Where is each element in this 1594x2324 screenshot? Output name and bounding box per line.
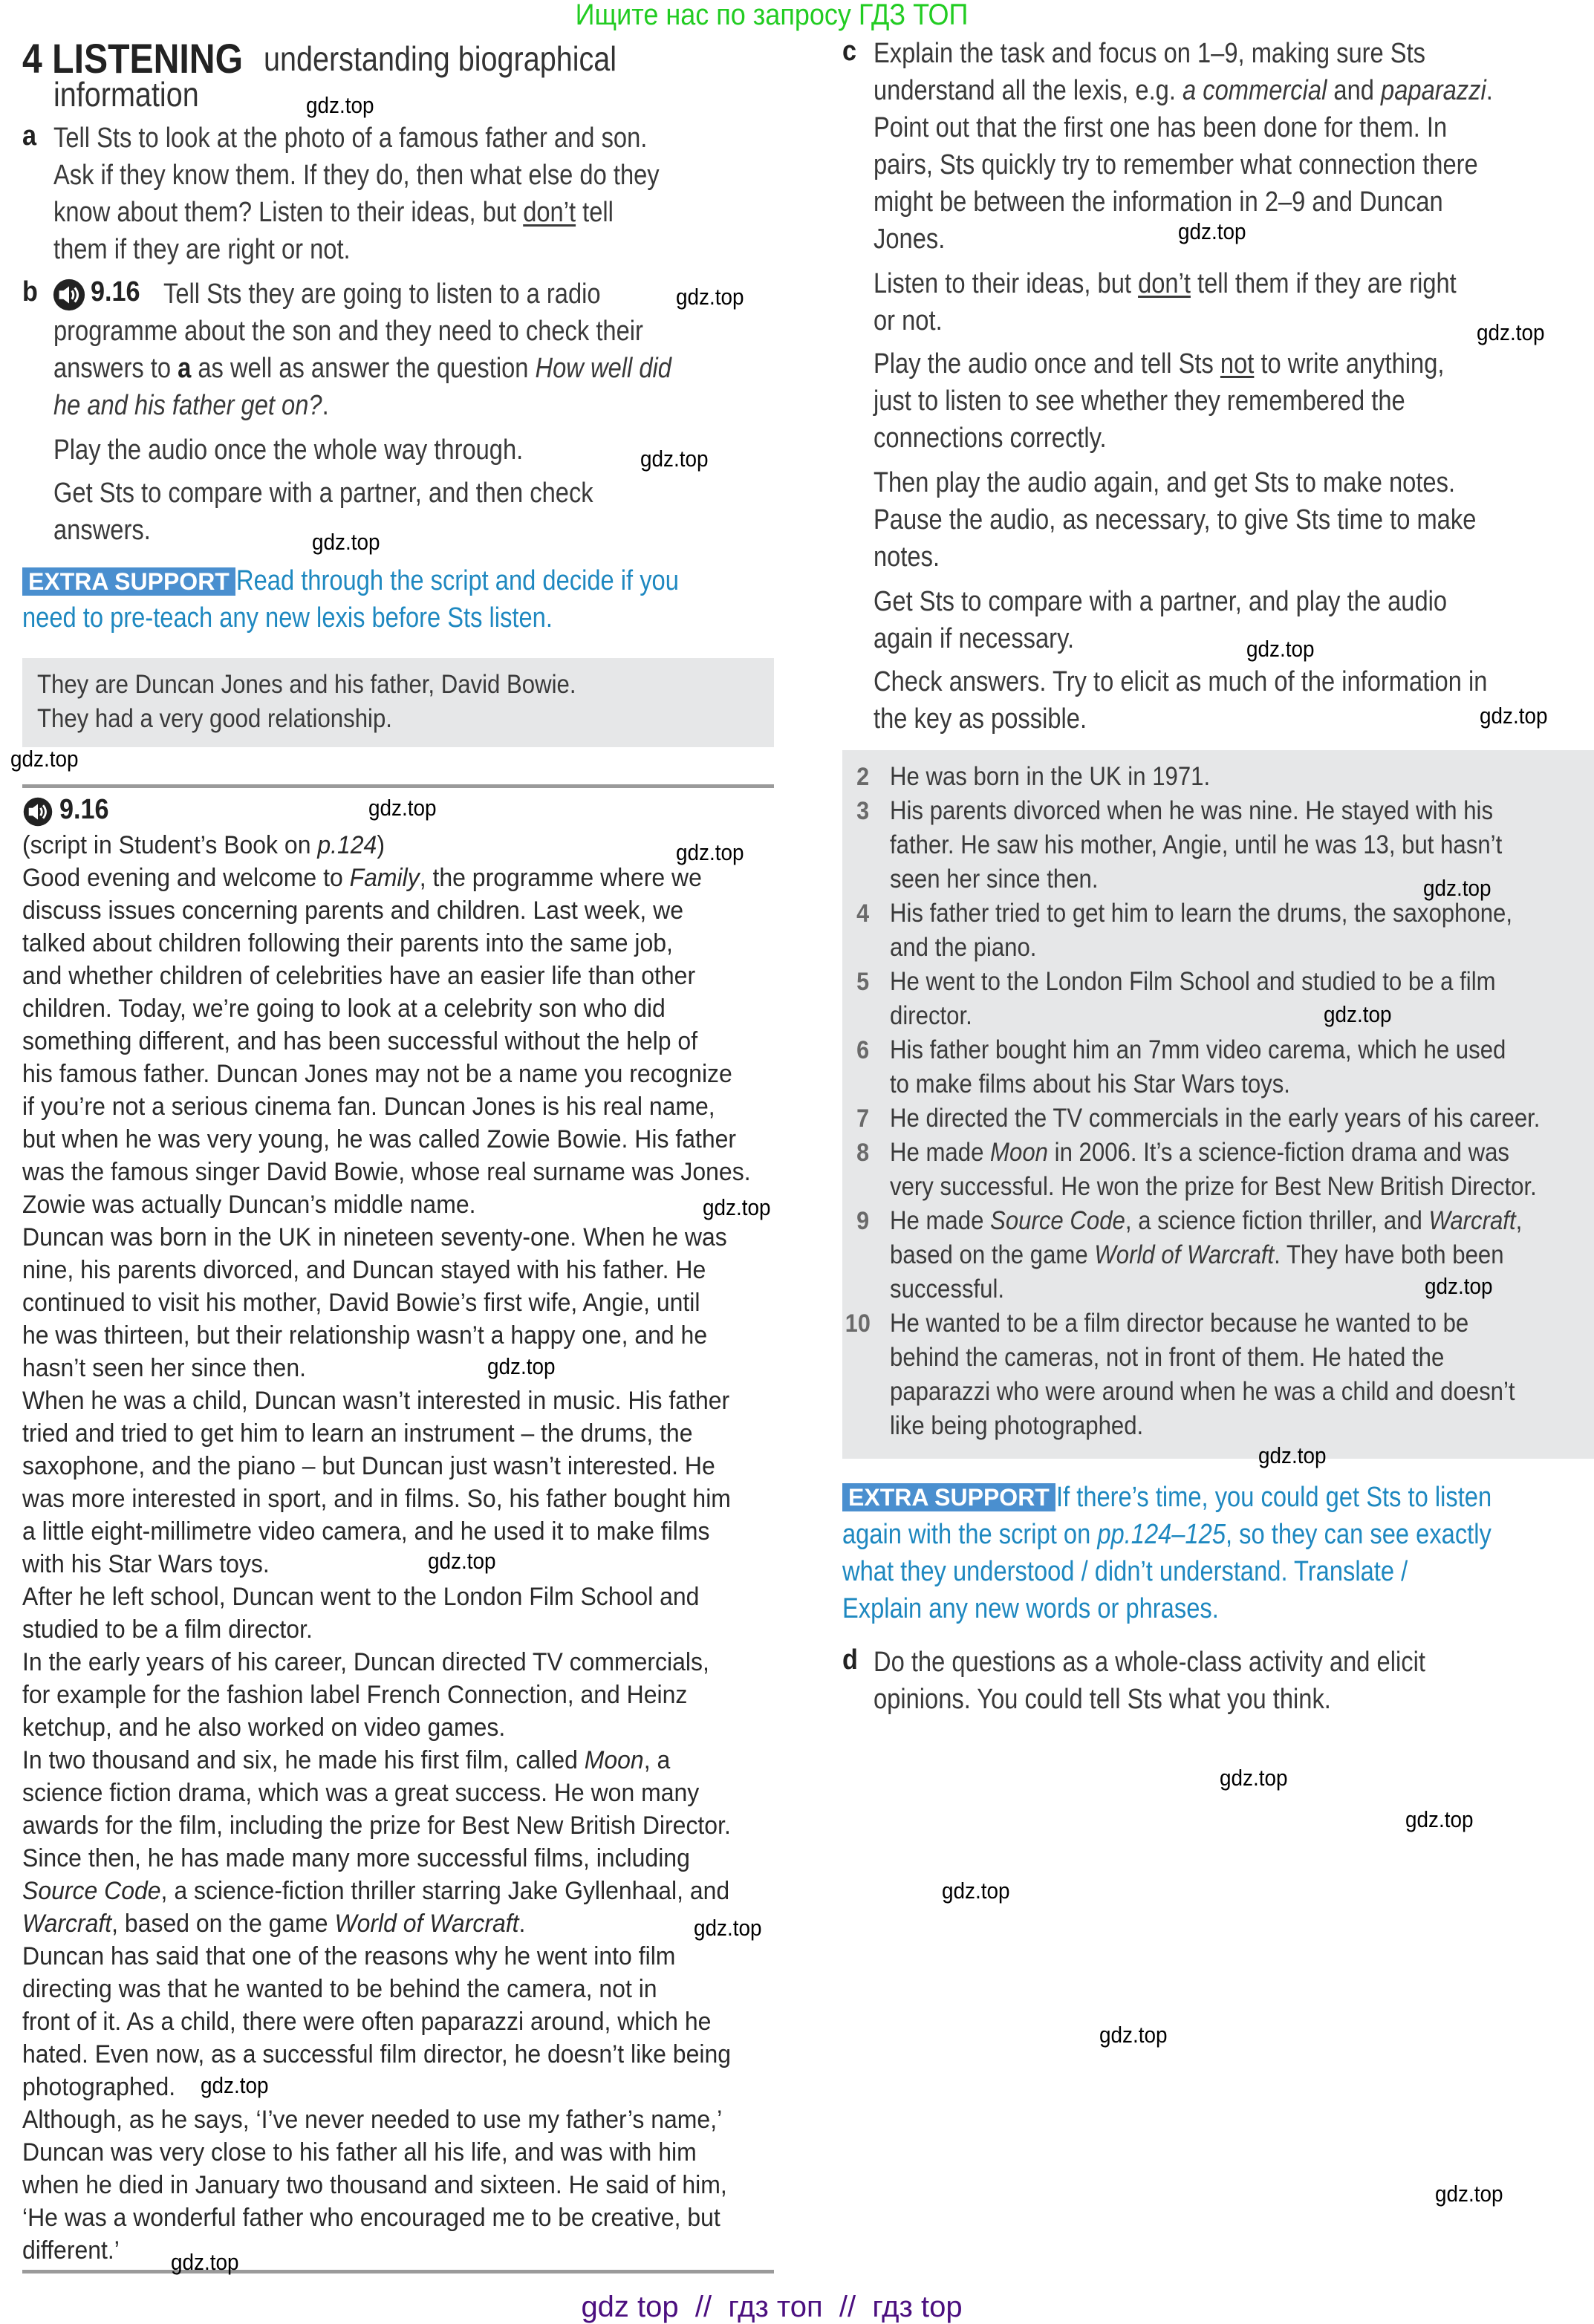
text-segment: connections correctly. <box>874 423 1107 454</box>
text-segment: and the piano. <box>890 933 1037 962</box>
watermark: gdz.top <box>201 2072 269 2098</box>
text-segment: Since then, he has made many more successful films, including <box>22 1844 690 1872</box>
watermark: gdz.top <box>1405 1806 1474 1832</box>
italic-text: Family <box>349 864 420 892</box>
top-banner: Ищите нас по запросу ГДЗ ТОП <box>575 0 969 31</box>
italic-text: Source Code <box>22 1877 161 1905</box>
watermark: gdz.top <box>1477 319 1545 345</box>
text-segment: In the early years of his career, Duncan directed TV commercials, <box>22 1648 709 1676</box>
watermark: gdz.top <box>487 1353 556 1379</box>
text-segment: based on the game <box>890 1240 1095 1269</box>
answer-number: 4 <box>856 899 870 928</box>
text-segment: director. <box>890 1001 972 1030</box>
text-line <box>874 109 1447 146</box>
text-segment: programme about the son and they need to check their <box>53 316 643 347</box>
text-segment: different.’ <box>22 2236 120 2265</box>
text-line <box>874 72 1493 109</box>
text-line <box>874 663 1487 700</box>
bottom-banner[interactable]: gdz top // гдз топ // гдз top <box>581 2291 963 2323</box>
text-line <box>874 146 1478 183</box>
text-segment: . <box>518 1910 526 1938</box>
text-line <box>874 221 945 258</box>
watermark: gdz.top <box>306 92 374 118</box>
text-segment: Jones. <box>874 224 946 255</box>
text-segment: paparazzi who were around when he was a child and doesn’t <box>890 1377 1515 1406</box>
text-segment: , based on the game <box>111 1910 335 1938</box>
text-line <box>874 620 1074 657</box>
text-segment: studied to be a film director. <box>22 1615 313 1644</box>
text-line <box>22 1384 729 1417</box>
text-line <box>890 1170 1537 1204</box>
text-segment: If there’s time, you could get Sts to listen <box>1056 1482 1492 1513</box>
text-segment: continued to visit his mother, David Bowie’s first wife, Angie, until <box>22 1289 700 1317</box>
text-line <box>22 1973 657 2005</box>
text-segment: something different, and has been successful without the help of <box>22 1027 698 1055</box>
text-line <box>874 420 1107 457</box>
text-segment: again with the script on <box>842 1519 1098 1550</box>
text-line <box>22 1352 306 1384</box>
text-segment: as well as answer the question <box>191 353 536 384</box>
text-segment: Duncan was born in the UK in nineteen seventy-one. When he was <box>22 1223 727 1251</box>
text-line <box>890 794 1493 828</box>
text-line <box>22 1777 699 1809</box>
text-segment: seen her since then. <box>890 865 1099 894</box>
text-segment: When he was a child, Duncan wasn’t interested in music. His father <box>22 1387 730 1415</box>
answer-number: 7 <box>856 1104 870 1133</box>
text-segment: might be between the information in 2–9 and Duncan <box>874 186 1443 218</box>
text-line <box>22 960 695 992</box>
text-line <box>22 1254 706 1286</box>
text-segment: In two thousand and six, he made his first film, called <box>22 1746 585 1774</box>
text-segment: ) <box>377 831 385 859</box>
text-line <box>22 1548 270 1581</box>
step-b-label: b <box>22 276 38 307</box>
text-segment: he was thirteen, but their relationship wasn’t a happy one, and he <box>22 1321 708 1350</box>
text-line <box>890 896 1512 931</box>
answer-number: 5 <box>856 968 870 996</box>
text-segment: Tell Sts to look at the photo of a famous father and son. <box>53 123 648 154</box>
text-segment: talked about children following their parents into the same job, <box>22 929 673 957</box>
answer-number: 6 <box>856 1036 870 1064</box>
watermark: gdz.top <box>640 446 709 472</box>
text-segment: . They have both been <box>1274 1240 1504 1269</box>
text-line <box>1056 1479 1491 1516</box>
text-line <box>53 120 647 157</box>
watermark: gdz.top <box>676 839 744 865</box>
text-line <box>22 1581 699 1613</box>
text-line <box>874 345 1444 383</box>
text-line <box>22 599 553 637</box>
text-line <box>53 157 660 194</box>
text-segment: them if they are right or not. <box>53 234 351 265</box>
text-segment: He was born in the UK in 1971. <box>890 762 1211 791</box>
text-line <box>890 1067 1290 1101</box>
text-segment: , the programme where we <box>419 864 702 892</box>
text-segment: if you’re not a serious cinema fan. Duncan Jones is his real name, <box>22 1093 715 1121</box>
text-line <box>22 2038 731 2071</box>
text-segment: like being photographed. <box>890 1411 1144 1440</box>
text-segment: nine, his parents divorced, and Duncan stayed with his father. He <box>22 1256 706 1284</box>
text-line <box>53 231 351 268</box>
text-segment: a little eight-millimetre video camera, and he used it to make films <box>22 1517 710 1546</box>
divider <box>22 784 774 788</box>
text-line <box>874 265 1457 302</box>
text-line <box>22 1417 692 1450</box>
italic-text: he and his father get on? <box>53 390 322 421</box>
text-segment: and whether children of celebrities have an easier life than other <box>22 962 696 990</box>
text-segment: Play the audio once the whole way through. <box>53 434 524 466</box>
text-segment: Pause the audio, as necessary, to give Sts time to make <box>874 504 1477 536</box>
text-line <box>890 1204 1522 1238</box>
text-segment: opinions. You could tell Sts what you think. <box>874 1684 1331 1715</box>
text-segment: Zowie was actually Duncan’s middle name. <box>22 1191 476 1219</box>
text-segment: hated. Even now, as a successful film director, he doesn’t like being <box>22 2040 732 2069</box>
text-segment: his famous father. Duncan Jones may not be a name you recognize <box>22 1060 732 1088</box>
text-line <box>874 538 940 576</box>
text-segment: saxophone, and the piano – but Duncan just wasn’t interested. He <box>22 1452 715 1480</box>
text-line <box>22 1679 687 1711</box>
text-segment: pairs, Sts quickly try to remember what connection there <box>874 149 1478 180</box>
underlined-text: not <box>1220 348 1255 380</box>
bold-text: a <box>178 353 192 384</box>
italic-text: World of Warcraft <box>1094 1240 1275 1269</box>
text-line <box>874 302 943 339</box>
text-line <box>22 992 666 1025</box>
text-line <box>22 1515 709 1548</box>
text-line <box>890 1341 1444 1375</box>
text-segment: science fiction drama, which was a great success. He won many <box>22 1779 700 1807</box>
italic-text: p.124 <box>317 831 377 859</box>
text-line <box>22 1907 525 1940</box>
text-line <box>22 1711 505 1744</box>
text-line <box>890 1136 1509 1170</box>
watermark: gdz.top <box>1258 1442 1327 1468</box>
watermark: gdz.top <box>1324 1001 1392 1027</box>
text-segment: Ask if they know them. If they do, then what else do they <box>53 160 660 191</box>
text-segment: Get Sts to compare with a partner, and play the audio <box>874 586 1448 617</box>
text-segment: He wanted to be a film director because he wanted to be <box>890 1309 1469 1338</box>
text-segment: , a science fiction thriller, and <box>1125 1206 1429 1235</box>
text-line <box>22 1842 690 1875</box>
text-line <box>890 999 972 1033</box>
text-segment: Tell Sts they are going to listen to a radio <box>163 279 601 310</box>
text-segment: discuss issues concerning parents and children. Last week, we <box>22 896 684 925</box>
text-line <box>22 2234 120 2267</box>
text-line <box>22 1123 736 1156</box>
text-line <box>842 1553 1408 1590</box>
audio-speaker-icon[interactable] <box>52 278 86 312</box>
text-segment: Explain the task and focus on 1–9, making sure Sts <box>874 38 1425 69</box>
text-segment: directing was that he wanted to be behind the camera, not in <box>22 1975 657 2003</box>
text-segment: what they understood / didn’t understand. Translate / <box>842 1556 1408 1587</box>
text-line <box>890 965 1496 999</box>
text-line <box>22 1744 670 1777</box>
text-line <box>22 2005 711 2038</box>
watermark: gdz.top <box>942 1878 1010 1904</box>
text-segment: understand all the lexis, e.g. <box>874 75 1183 106</box>
text-segment: Point out that the first one has been done for them. In <box>874 112 1448 143</box>
text-segment: After he left school, Duncan went to the London Film School and <box>22 1583 700 1611</box>
text-line <box>890 1033 1506 1067</box>
text-segment: in 2006. It’s a science-fiction drama and was <box>1047 1138 1510 1167</box>
text-line <box>890 1238 1504 1272</box>
audio-track-number: 9.16 <box>91 276 140 307</box>
text-line <box>53 475 593 512</box>
text-segment: His father bought him an 7mm video carema, which he used <box>890 1035 1506 1064</box>
text-segment: Then play the audio again, and get Sts to make notes. <box>874 467 1456 498</box>
text-segment: Although, as he says, ‘I’ve never needed to use my father’s name,’ <box>22 2106 723 2134</box>
text-segment: Listen to their ideas, but <box>874 268 1139 299</box>
text-line <box>874 700 1087 738</box>
italic-text: paparazzi <box>1381 75 1486 106</box>
text-line <box>890 760 1210 794</box>
text-segment: , a science-fiction thriller starring Jake Gyllenhaal, and <box>160 1877 730 1905</box>
text-line <box>874 583 1447 620</box>
text-segment: tried and tried to get him to learn an instrument – the drums, the <box>22 1419 693 1448</box>
text-segment: again if necessary. <box>874 623 1075 654</box>
script-track-number: 9.16 <box>59 794 109 825</box>
text-line <box>874 1681 1331 1718</box>
text-segment: Check answers. Try to elicit as much of the information in <box>874 666 1488 697</box>
text-segment: for example for the fashion label French Connection, and Heinz <box>22 1681 688 1709</box>
watermark: gdz.top <box>694 1915 762 1941</box>
watermark: gdz.top <box>1178 218 1246 244</box>
text-line <box>22 1090 715 1123</box>
text-line <box>53 387 329 424</box>
text-line <box>22 927 673 960</box>
text-line <box>37 668 576 702</box>
text-line <box>22 862 702 894</box>
text-line <box>22 2169 727 2201</box>
text-segment: . <box>1486 75 1493 106</box>
text-line <box>53 512 151 549</box>
watermark: gdz.top <box>10 746 79 772</box>
text-segment: was the famous singer David Bowie, whose real surname was Jones. <box>22 1158 751 1186</box>
text-segment: need to pre-teach any new lexis before Sts listen. <box>22 602 553 634</box>
italic-text: World of Warcraft <box>334 1910 519 1938</box>
section-subtitle-cont: information <box>53 75 199 114</box>
text-segment: Good evening and welcome to <box>22 864 350 892</box>
text-segment: successful. <box>890 1275 1005 1303</box>
text-line <box>22 1058 732 1090</box>
step-d-label: d <box>842 1644 858 1676</box>
underlined-text: don’t <box>1138 268 1191 299</box>
step-a-label: a <box>22 120 37 152</box>
text-line <box>37 702 392 736</box>
text-line <box>236 562 679 599</box>
text-segment: hasn’t seen her since then. <box>22 1354 306 1382</box>
text-line <box>22 2071 175 2103</box>
text-line <box>890 1101 1540 1136</box>
italic-text: How well did <box>535 353 671 384</box>
text-line <box>22 1613 313 1646</box>
divider <box>22 2270 774 2273</box>
text-segment: He went to the London Film School and studied to be a film <box>890 967 1496 996</box>
text-segment: He made <box>890 1206 991 1235</box>
text-segment: awards for the film, including the prize for Best New British Director. <box>22 1812 731 1840</box>
answer-number: 8 <box>856 1139 870 1167</box>
text-segment: He directed the TV commercials in the early years of his career. <box>890 1104 1541 1133</box>
text-segment: They are Duncan Jones and his father, David Bowie. <box>37 670 576 699</box>
underlined-text: don’t <box>523 197 576 228</box>
text-line <box>842 1516 1491 1553</box>
text-line <box>874 501 1476 538</box>
text-segment: but when he was very young, he was called Zowie Bowie. His father <box>22 1125 737 1153</box>
answer-number: 3 <box>856 797 870 825</box>
text-line <box>22 829 385 862</box>
watermark: gdz.top <box>1425 1273 1493 1299</box>
text-segment: just to listen to see whether they remembered the <box>874 385 1405 417</box>
text-segment: know about them? Listen to their ideas, but <box>53 197 524 228</box>
watermark: gdz.top <box>368 795 437 821</box>
text-segment: with his Star Wars toys. <box>22 1550 270 1578</box>
text-segment: the key as possible. <box>874 703 1087 735</box>
text-segment: Duncan was very close to his father all his life, and was with him <box>22 2138 697 2167</box>
text-line <box>22 1221 727 1254</box>
text-segment: front of it. As a child, there were often paparazzi around, which he <box>22 2008 712 2036</box>
text-line <box>22 1188 475 1221</box>
text-line <box>22 1940 675 1973</box>
text-line <box>890 1272 1004 1306</box>
text-segment: Explain any new words or phrases. <box>842 1593 1219 1624</box>
text-line <box>22 1809 731 1842</box>
italic-text: a commercial <box>1183 75 1327 106</box>
italic-text: Warcraft <box>22 1910 112 1938</box>
text-segment: photographed. <box>22 2073 176 2101</box>
text-segment: ketchup, and he also worked on video games. <box>22 1713 506 1742</box>
text-segment: tell them if they are right <box>1190 268 1457 299</box>
text-segment: to make films about his Star Wars toys. <box>890 1070 1290 1098</box>
text-line <box>22 1156 751 1188</box>
text-line <box>890 931 1036 965</box>
text-segment: Do the questions as a whole-class activity and elicit <box>874 1647 1425 1678</box>
section-subtitle: understanding biographical <box>264 39 617 78</box>
text-line <box>22 2201 720 2234</box>
text-segment: father. He saw his mother, Angie, until he was 13, but hasn’t <box>890 830 1503 859</box>
text-line <box>874 183 1443 221</box>
text-segment: , <box>1515 1206 1523 1235</box>
text-segment: . <box>322 390 329 421</box>
text-segment: Read through the script and decide if you <box>236 565 679 596</box>
extra-support-badge: EXTRA SUPPORT <box>842 1483 1055 1511</box>
italic-text: Source Code <box>990 1206 1125 1235</box>
audio-speaker-icon[interactable] <box>22 796 53 827</box>
text-line <box>163 276 601 313</box>
watermark: gdz.top <box>428 1548 496 1574</box>
text-segment: children. Today, we’re going to look at a celebrity son who did <box>22 995 666 1023</box>
italic-text: Moon <box>584 1746 644 1774</box>
text-segment: when he died in January two thousand and sixteen. He said of him, <box>22 2171 727 2199</box>
text-line <box>22 1286 700 1319</box>
text-line <box>53 313 643 350</box>
text-segment: , so they can see exactly <box>1226 1519 1491 1550</box>
text-line <box>22 1450 715 1482</box>
watermark: gdz.top <box>1099 2022 1168 2048</box>
section-title: 4 LISTENING <box>22 35 244 82</box>
italic-text: Warcraft <box>1428 1206 1516 1235</box>
text-line <box>22 1875 729 1907</box>
answer-number: 9 <box>856 1207 870 1235</box>
watermark: gdz.top <box>703 1194 771 1220</box>
text-line <box>890 862 1099 896</box>
text-line <box>874 1644 1425 1681</box>
text-line <box>890 1375 1515 1409</box>
answer-number: 2 <box>856 763 870 791</box>
text-line <box>22 1025 697 1058</box>
watermark: gdz.top <box>676 284 744 310</box>
text-line <box>22 1319 707 1352</box>
text-segment: or not. <box>874 305 943 336</box>
text-segment: His father tried to get him to learn the drums, the saxophone, <box>890 899 1513 928</box>
text-line <box>890 1306 1468 1341</box>
text-segment: (script in Student’s Book on <box>22 831 318 859</box>
extra-support-badge: EXTRA SUPPORT <box>22 567 235 596</box>
text-line <box>53 350 671 387</box>
text-segment: and <box>1327 75 1382 106</box>
text-segment: His parents divorced when he was nine. He stayed with his <box>890 796 1494 825</box>
text-line <box>53 194 614 231</box>
text-segment: answers to <box>53 353 178 384</box>
watermark: gdz.top <box>1220 1765 1288 1791</box>
italic-text: pp.124–125 <box>1097 1519 1226 1550</box>
text-line <box>53 432 523 469</box>
watermark: gdz.top <box>1423 875 1491 901</box>
text-segment: , a <box>643 1746 671 1774</box>
watermark: gdz.top <box>1435 2181 1503 2207</box>
text-segment: ‘He was a wonderful father who encouraged me to be creative, but <box>22 2204 720 2232</box>
text-line <box>22 1482 731 1515</box>
text-line <box>874 383 1405 420</box>
text-line <box>22 1646 709 1679</box>
text-segment: to write anything, <box>1254 348 1445 380</box>
text-line <box>874 464 1455 501</box>
text-line <box>22 2103 722 2136</box>
text-segment: notes. <box>874 541 940 573</box>
text-segment: behind the cameras, not in front of them. He hated the <box>890 1343 1445 1372</box>
answer-number: 10 <box>845 1309 871 1338</box>
text-segment: Play the audio once and tell Sts <box>874 348 1220 380</box>
text-line <box>22 2136 697 2169</box>
text-segment: very successful. He won the prize for Best New British Director. <box>890 1172 1537 1201</box>
text-segment: Duncan has said that one of the reasons why he went into film <box>22 1942 676 1970</box>
text-line <box>890 828 1502 862</box>
text-segment: Get Sts to compare with a partner, and then check <box>53 478 593 509</box>
watermark: gdz.top <box>171 2249 239 2275</box>
text-line <box>22 894 683 927</box>
watermark: gdz.top <box>1480 703 1548 729</box>
watermark: gdz.top <box>312 529 380 555</box>
step-c-label: c <box>842 36 857 67</box>
text-line <box>842 1590 1219 1627</box>
text-segment: tell <box>576 197 614 228</box>
italic-text: Moon <box>990 1138 1048 1167</box>
text-segment: He made <box>890 1138 991 1167</box>
text-segment: answers. <box>53 515 151 546</box>
text-line <box>890 1409 1143 1443</box>
text-segment: They had a very good relationship. <box>37 704 392 733</box>
text-line <box>874 35 1425 72</box>
text-segment: was more interested in sport, and in films. So, his father bought him <box>22 1485 731 1513</box>
watermark: gdz.top <box>1246 636 1315 662</box>
